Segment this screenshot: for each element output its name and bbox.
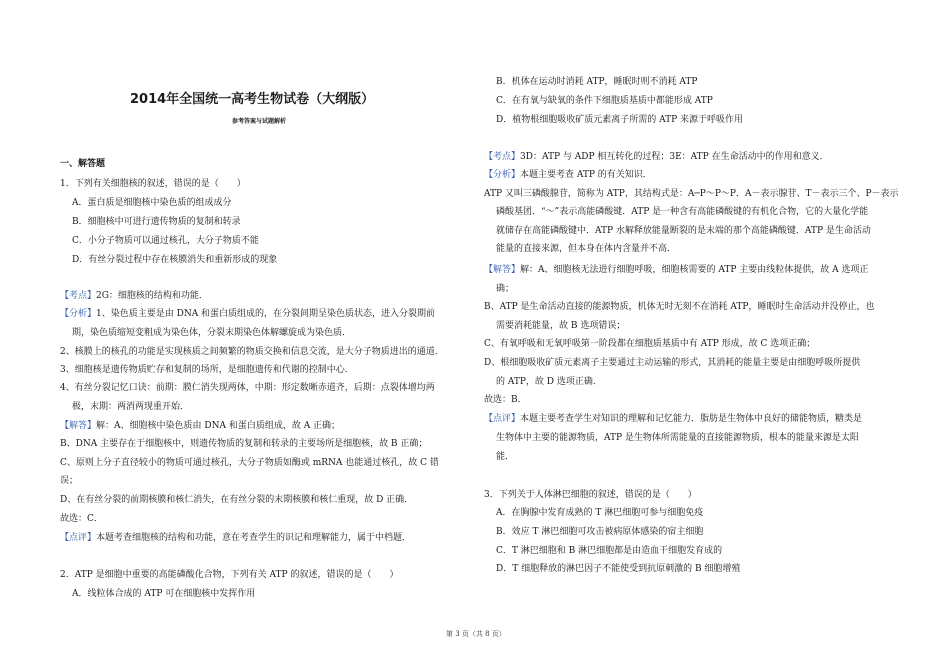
q2-option-b: B．机体在运动时消耗 ATP，睡眠时则不消耗 ATP — [496, 77, 698, 87]
q2-kaodian — [484, 151, 829, 163]
jieda-line: 确； — [496, 284, 515, 294]
q3-option-b: B．效应 T 淋巴细胞可攻击被病原体感染的宿主细胞 — [496, 527, 704, 537]
fenxi-line: 就储存在高能磷酸键中．ATP 水解释放能量断裂的是末端的那个高能磷酸键．ATP 是生命活动 — [496, 226, 871, 236]
jieda-line: B、DNA 主要存在于细胞核中，则遗传物质的复制和转录的主要场所是细胞核，故 B 正确； — [60, 439, 428, 449]
jieda-line: 误； — [60, 476, 79, 486]
kaodian-tag: 【考点】 — [60, 291, 97, 301]
q1-option-c: C．小分子物质可以通过核孔，大分子物质不能 — [72, 236, 259, 246]
q3-option-a: A．在胸腺中发育成熟的 T 淋巴细胞可参与细胞免疫 — [496, 508, 704, 518]
fenxi-tag: 【分析】 — [60, 309, 97, 319]
jieda-line: 解：A、细胞核中染色质由 DNA 和蛋白质组成，故 A 正确； — [96, 421, 341, 431]
fenxi-line: ATP 又叫三磷酸腺苷，简称为 ATP，其结构式是：A─P～P～P．A－表示腺苷、T－表示三个、P－表示 — [484, 189, 899, 199]
jieda-line: 的 ATP，故 D 选项正确． — [496, 377, 602, 387]
page-title: 2014年全国统一高考生物试卷（大纲版） — [130, 92, 375, 107]
fenxi-line: 能量的直接来源，但本身在体内含量并不高． — [496, 244, 677, 254]
q1-kaodian — [60, 290, 208, 302]
jieda-line: 需要消耗能量，故 B 选项错误； — [496, 321, 626, 331]
q3-option-d: D．T 细胞释放的淋巴因子不能使受到抗原刺激的 B 细胞增殖 — [496, 564, 741, 574]
jieda-tag: 【解答】 — [484, 265, 521, 275]
fenxi-first: 本题主要考查 ATP 的有关知识． — [520, 170, 652, 180]
jieda-line: D、根细胞吸收矿质元素离子主要通过主动运输的形式，其消耗的能量主要是由细胞呼吸所提供 — [484, 358, 861, 368]
dianping-tag: 【点评】 — [484, 414, 521, 424]
dianping-tag: 【点评】 — [60, 533, 97, 543]
dianping-line: 能． — [496, 452, 515, 462]
kaodian-text: 2G：细胞核的结构和功能． — [96, 291, 208, 301]
page-footer: 第 3 页（共 8 页） — [446, 630, 506, 638]
q1-jieda — [60, 420, 340, 432]
q1-option-d: D．有丝分裂过程中存在核膜消失和重新形成的现象 — [72, 255, 278, 265]
page-subtitle: 参考答案与试题解析 — [232, 118, 287, 125]
fenxi-line: 2、核膜上的核孔的功能是实现核质之间频繁的物质交换和信息交流，是大分子物质进出的通道． — [60, 347, 444, 357]
q2-fenxi — [484, 169, 652, 181]
q1-stem: 1．下列有关细胞核的叙述，错误的是（ ） — [60, 179, 246, 189]
q1-dianping — [60, 532, 411, 544]
q2-jieda — [484, 264, 869, 276]
q3-option-c: C．T 淋巴细胞和 B 淋巴细胞都是由造血干细胞发育成的 — [496, 546, 723, 556]
dianping-text: 本题考查细胞核的结构和功能，意在考查学生的识记和理解能力，属于中档题． — [96, 533, 412, 543]
fenxi-line: 4、有丝分裂记忆口诀：前期：膜仁消失现两体，中期：形定数晰赤道齐，后期：点裂体增均两 — [60, 383, 435, 393]
fenxi-line: 磷酸基团．“～”表示高能磷酸键．ATP 是一种含有高能磷酸键的有机化合物，它的大量化学能 — [496, 207, 869, 217]
jieda-line: 故选：C． — [60, 514, 103, 524]
q3-stem: 3．下列关于人体淋巴细胞的叙述，错误的是（ ） — [484, 490, 697, 500]
dianping-line: 生物体中主要的能源物质，ATP 是生物体所需能量的直接能源物质，根本的能量来源是太阳 — [496, 433, 859, 443]
q2-option-d: D．植物根细胞吸收矿质元素离子所需的 ATP 来源于呼吸作用 — [496, 115, 744, 125]
fenxi-line: 极，末期：两消两现重开始． — [72, 402, 190, 412]
fenxi-line: 3、细胞核是遗传物质贮存和复制的场所，是细胞遗传和代谢的控制中心． — [60, 365, 354, 375]
jieda-line: D、在有丝分裂的前期核膜和核仁消失，在有丝分裂的末期核膜和核仁重现，故 D 正确． — [60, 495, 414, 505]
jieda-tag: 【解答】 — [60, 421, 97, 431]
fenxi-tag: 【分析】 — [484, 170, 521, 180]
q2-option-a: A．线粒体合成的 ATP 可在细胞核中发挥作用 — [72, 589, 256, 599]
fenxi-line: 期，染色质缩短变粗成为染色体，分裂末期染色体解螺旋成为染色质． — [72, 328, 352, 338]
q1-option-a: A．蛋白质是细胞核中染色质的组成成分 — [72, 198, 232, 208]
kaodian-tag: 【考点】 — [484, 152, 521, 162]
jieda-line: C、有氧呼吸和无氧呼吸第一阶段都在细胞质基质中有 ATP 形成，故 C 选项正确； — [484, 339, 816, 349]
q1-option-b: B．细胞核中可进行遗传物质的复制和转录 — [72, 217, 241, 227]
section-heading: 一、解答题 — [60, 159, 106, 169]
jieda-line: 解：A、细胞核无法进行细胞呼吸，细胞核需要的 ATP 主要由线粒体提供，故 A 选项正 — [520, 265, 869, 275]
q1-fenxi — [60, 308, 435, 320]
dianping-line: 本题主要考查学生对知识的理解和记忆能力．脂肪是生物体中良好的储能物质，糖类是 — [520, 414, 863, 424]
kaodian-text: 3D：ATP 与 ADP 相互转化的过程；3E：ATP 在生命活动中的作用和意义． — [520, 152, 829, 162]
jieda-line: 故选：B． — [484, 395, 527, 405]
q2-stem: 2．ATP 是细胞中重要的高能磷酸化合物，下列有关 ATP 的叙述，错误的是（ ） — [60, 570, 399, 580]
jieda-line: C、原则上分子直径较小的物质可通过核孔，大分子物质如酶或 mRNA 也能通过核孔，故 C 错 — [60, 458, 439, 468]
q2-option-c: C．在有氧与缺氧的条件下细胞质基质中都能形成 ATP — [496, 96, 713, 106]
jieda-line: B、ATP 是生命活动直接的能源物质，机体无时无刻不在消耗 ATP，睡眠时生命活动并没停止，也 — [484, 302, 875, 312]
fenxi-line: 1、染色质主要是由 DNA 和蛋白质组成的，在分裂间期呈染色质状态，进入分裂期前 — [96, 309, 436, 319]
q2-dianping — [484, 413, 862, 425]
